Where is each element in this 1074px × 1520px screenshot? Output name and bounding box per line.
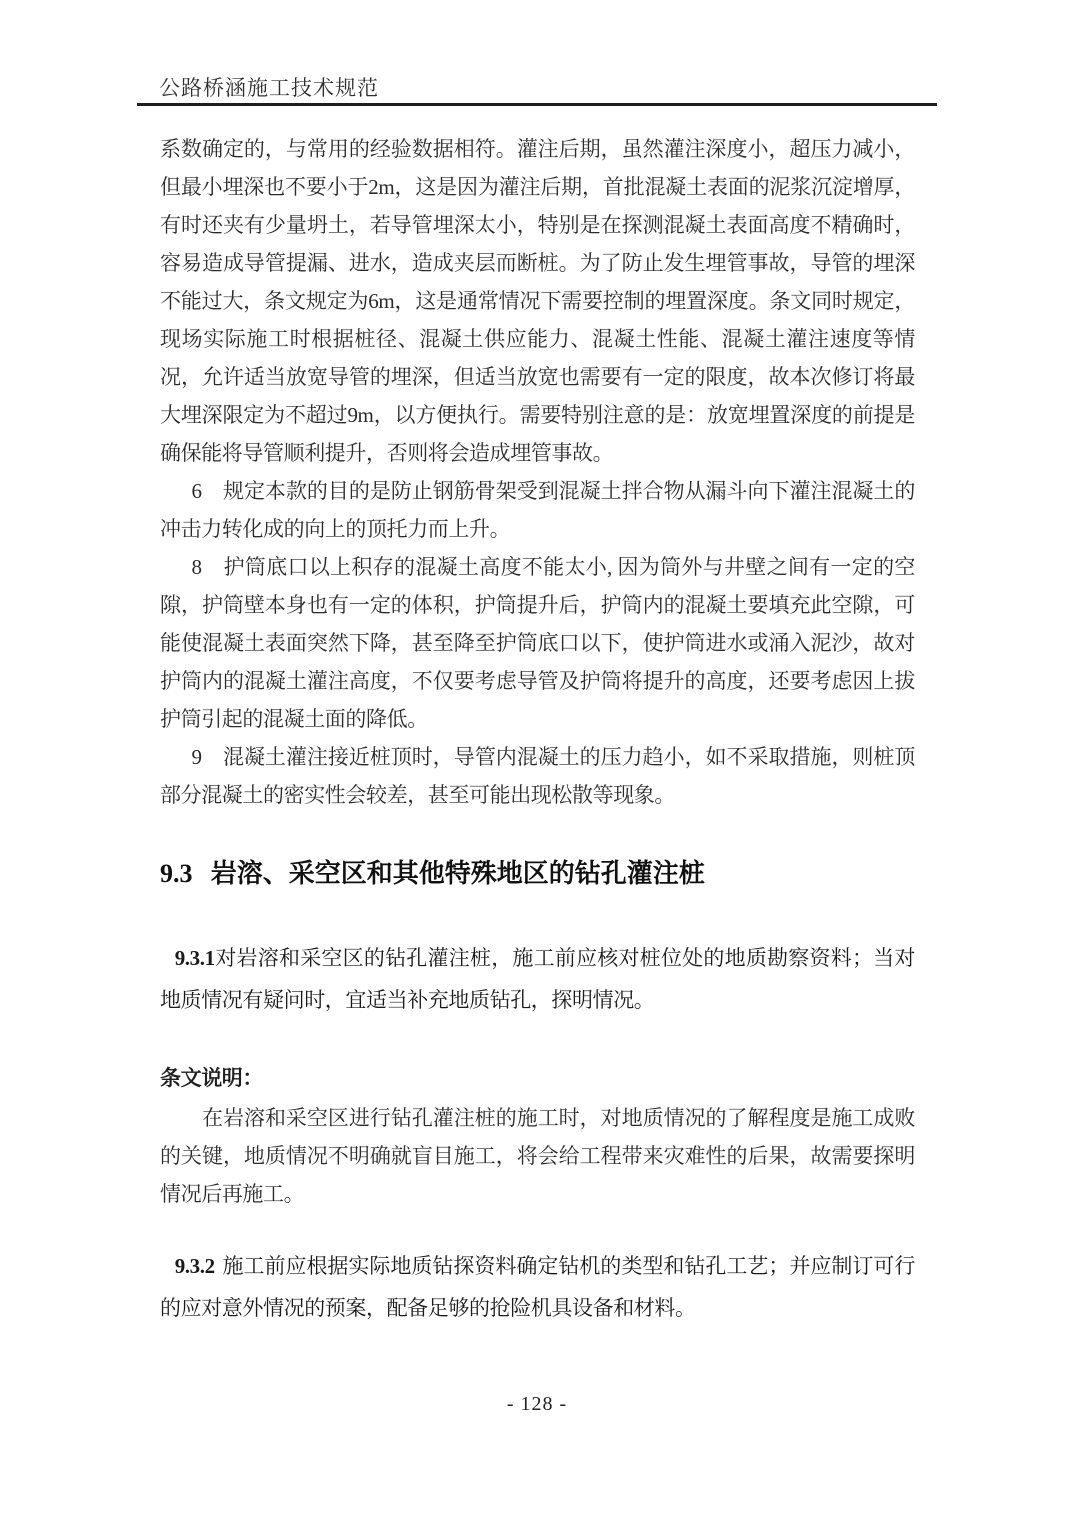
commentary-label: 条文说明：	[160, 1066, 263, 1090]
paragraph-item-6: 6 规定本款的目的是防止钢筋骨架受到混凝土拌合物从漏斗向下灌注混凝土的冲击力转化成的向上的顶托力而上升。	[160, 479, 915, 541]
clause-9-3-1-text: 对岩溶和采空区的钻孔灌注桩，施工前应核对桩位处的地质勘察资料；当对地质情况有疑问时，宜适当补充地质钻孔，探明情况。	[160, 946, 915, 1012]
clause-9-3-1-number: 9.3.1	[174, 946, 215, 970]
clause-9-3-1	[160, 937, 915, 1021]
header-rule	[137, 103, 937, 106]
paragraph-item-8: 8 护筒底口以上积存的混凝土高度不能太小, 因为筒外与井壁之间有一定的空隙，护筒壁本身也有一定的体积，护筒提升后，护筒内的混凝土要填充此空隙，可能使混凝土表面突然下降，甚至降至护筒底口以下，使护筒进水或涌入泥沙，故对护筒内的混凝土灌注高度，不仅要考虑导管及护筒将提升的高度，还要考虑因上拔护筒引起的混凝土面的降低。	[160, 555, 915, 731]
section-title: 岩溶、采空区和其他特殊地区的钻孔灌注桩	[210, 858, 705, 888]
section-heading-9-3	[160, 854, 915, 893]
paragraph-continued: 系数确定的，与常用的经验数据相符。灌注后期，虽然灌注深度小，超压力减小，但最小埋深也不要小于2m，这是因为灌注后期，首批混凝土表面的泥浆沉淀增厚，有时还夹有少量坍土，若导管埋深太小，特别是在探测混凝土表面高度不精确时，容易造成导管提漏、进水，造成夹层而断桩。为了防止发生埋管事故，导管的埋深不能过大，条文规定为6m，这是通常情况下需要控制的埋置深度。条文同时规定，现场实际施工时根据桩径、混凝土供应能力、混凝土性能、混凝土灌注速度等情况，允许适当放宽导管的埋深，但适当放宽也需要有一定的限度，故本次修订将最大埋深限定为不超过9m，以方便执行。需要特别注意的是：放宽埋置深度的前提是确保能将导管顺利提升，否则将会造成埋管事故。	[160, 137, 915, 465]
paragraph-item-9: 9 混凝土灌注接近桩顶时，导管内混凝土的压力趋小，如不采取措施，则桩顶部分混凝土的密实性会较差，甚至可能出现松散等现象。	[160, 745, 915, 807]
page-content	[160, 130, 915, 1329]
commentary-text: 在岩溶和采空区进行钻孔灌注桩的施工时，对地质情况的了解程度是施工成败的关键，地质情况不明确就盲目施工，将会给工程带来灾难性的后果，故需要探明情况后再施工。	[160, 1106, 915, 1206]
clause-9-3-2	[160, 1245, 915, 1329]
section-number: 9.3	[160, 859, 193, 888]
clause-9-3-2-text: 施工前应根据实际地质钻探资料确定钻机的类型和钻孔工艺；并应制订可行的应对意外情况的预案，配备足够的抢险机具设备和材料。	[160, 1254, 915, 1320]
running-header-title: 公路桥涵施工技术规范	[159, 76, 379, 100]
page-number: - 128 -	[506, 1393, 568, 1415]
clause-9-3-2-number: 9.3.2	[174, 1254, 215, 1278]
